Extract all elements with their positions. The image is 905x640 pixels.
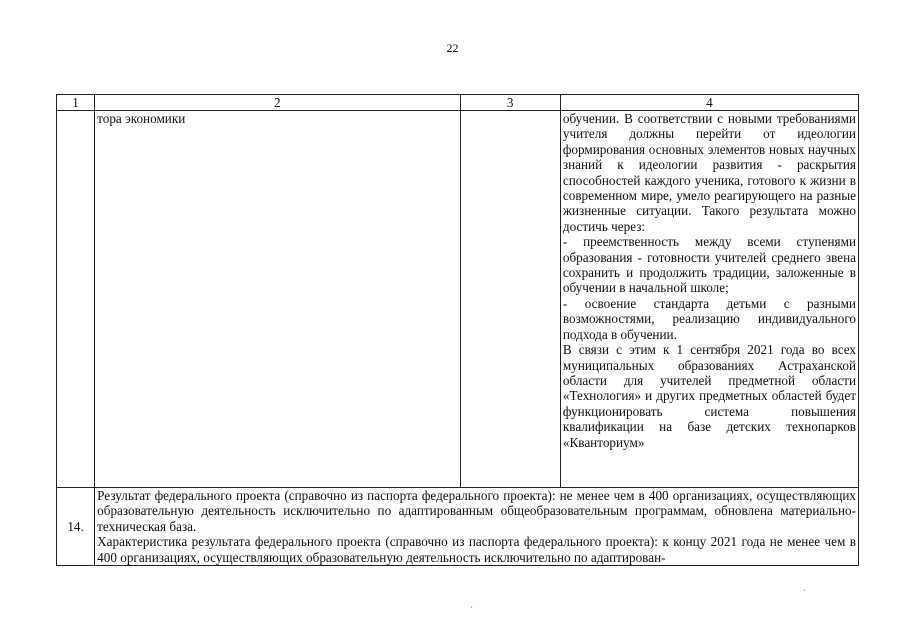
row14-paragraph: Характеристика результата федерального проекта (справочно из паспорта федерального проекта): к концу 2021 года не менее чем в 400 организациях, осуществляющих образовательную деятельность исключительно по адаптирован- xyxy=(97,534,856,565)
document-table xyxy=(56,94,859,566)
row14-paragraph: Результат федерального проекта (справочно из паспорта федерального проекта): не менее чем в 400 организациях, осуществляющих образовательную деятельность исключительно по адаптированным общеобразовательным программам, обновлена материально-техническая база. xyxy=(97,488,856,534)
table-header-row xyxy=(57,95,859,111)
header-cell-3: 3 xyxy=(460,95,560,111)
row1-col2-cell: тора экономики xyxy=(95,111,460,488)
header-cell-1: 1 xyxy=(57,95,95,111)
page-number: 22 xyxy=(446,41,459,55)
scan-speck: ˈ xyxy=(803,588,806,598)
row14-number: 14. xyxy=(57,488,95,566)
row1-col1-cell xyxy=(57,111,95,488)
row1-col4-cell xyxy=(560,111,858,488)
table-row xyxy=(57,488,859,566)
table-row xyxy=(57,111,859,488)
row14-content xyxy=(95,488,859,566)
col4-paragraph: - освоение стандарта детьми с разными возможностями, реализацию индивидуального подхода в обучении. xyxy=(562,295,856,342)
header-cell-4: 4 xyxy=(560,95,858,111)
header-cell-2: 2 xyxy=(95,95,460,111)
col4-paragraph: обучении. В соответствии с новыми требованиями учителя должны перейти от идеологии формирования основных элементов новых научных знаний к идеологии развития - раскрытия способностей каждого ученика, готового к жизни в современном мире, умело реагирующего на разные жизненные ситуации. Такого результата можно достичь через: xyxy=(562,111,856,234)
scan-speck: ˎ xyxy=(470,598,473,608)
row1-col3-cell xyxy=(460,111,560,488)
col4-paragraph: - преемственность между всеми ступенями образования - готовности учителей среднего звена сохранить и продолжить традиции, заложенные в обучении в начальной школе; xyxy=(562,234,856,296)
col4-paragraph: В связи с этим к 1 сентября 2021 года во всех муниципальных образованиях Астраханской области для учителей предметной области «Технология» и других предметных областей будет функционировать система повышения квалификации на базе детских технопарков «Кванториум» xyxy=(562,342,856,450)
